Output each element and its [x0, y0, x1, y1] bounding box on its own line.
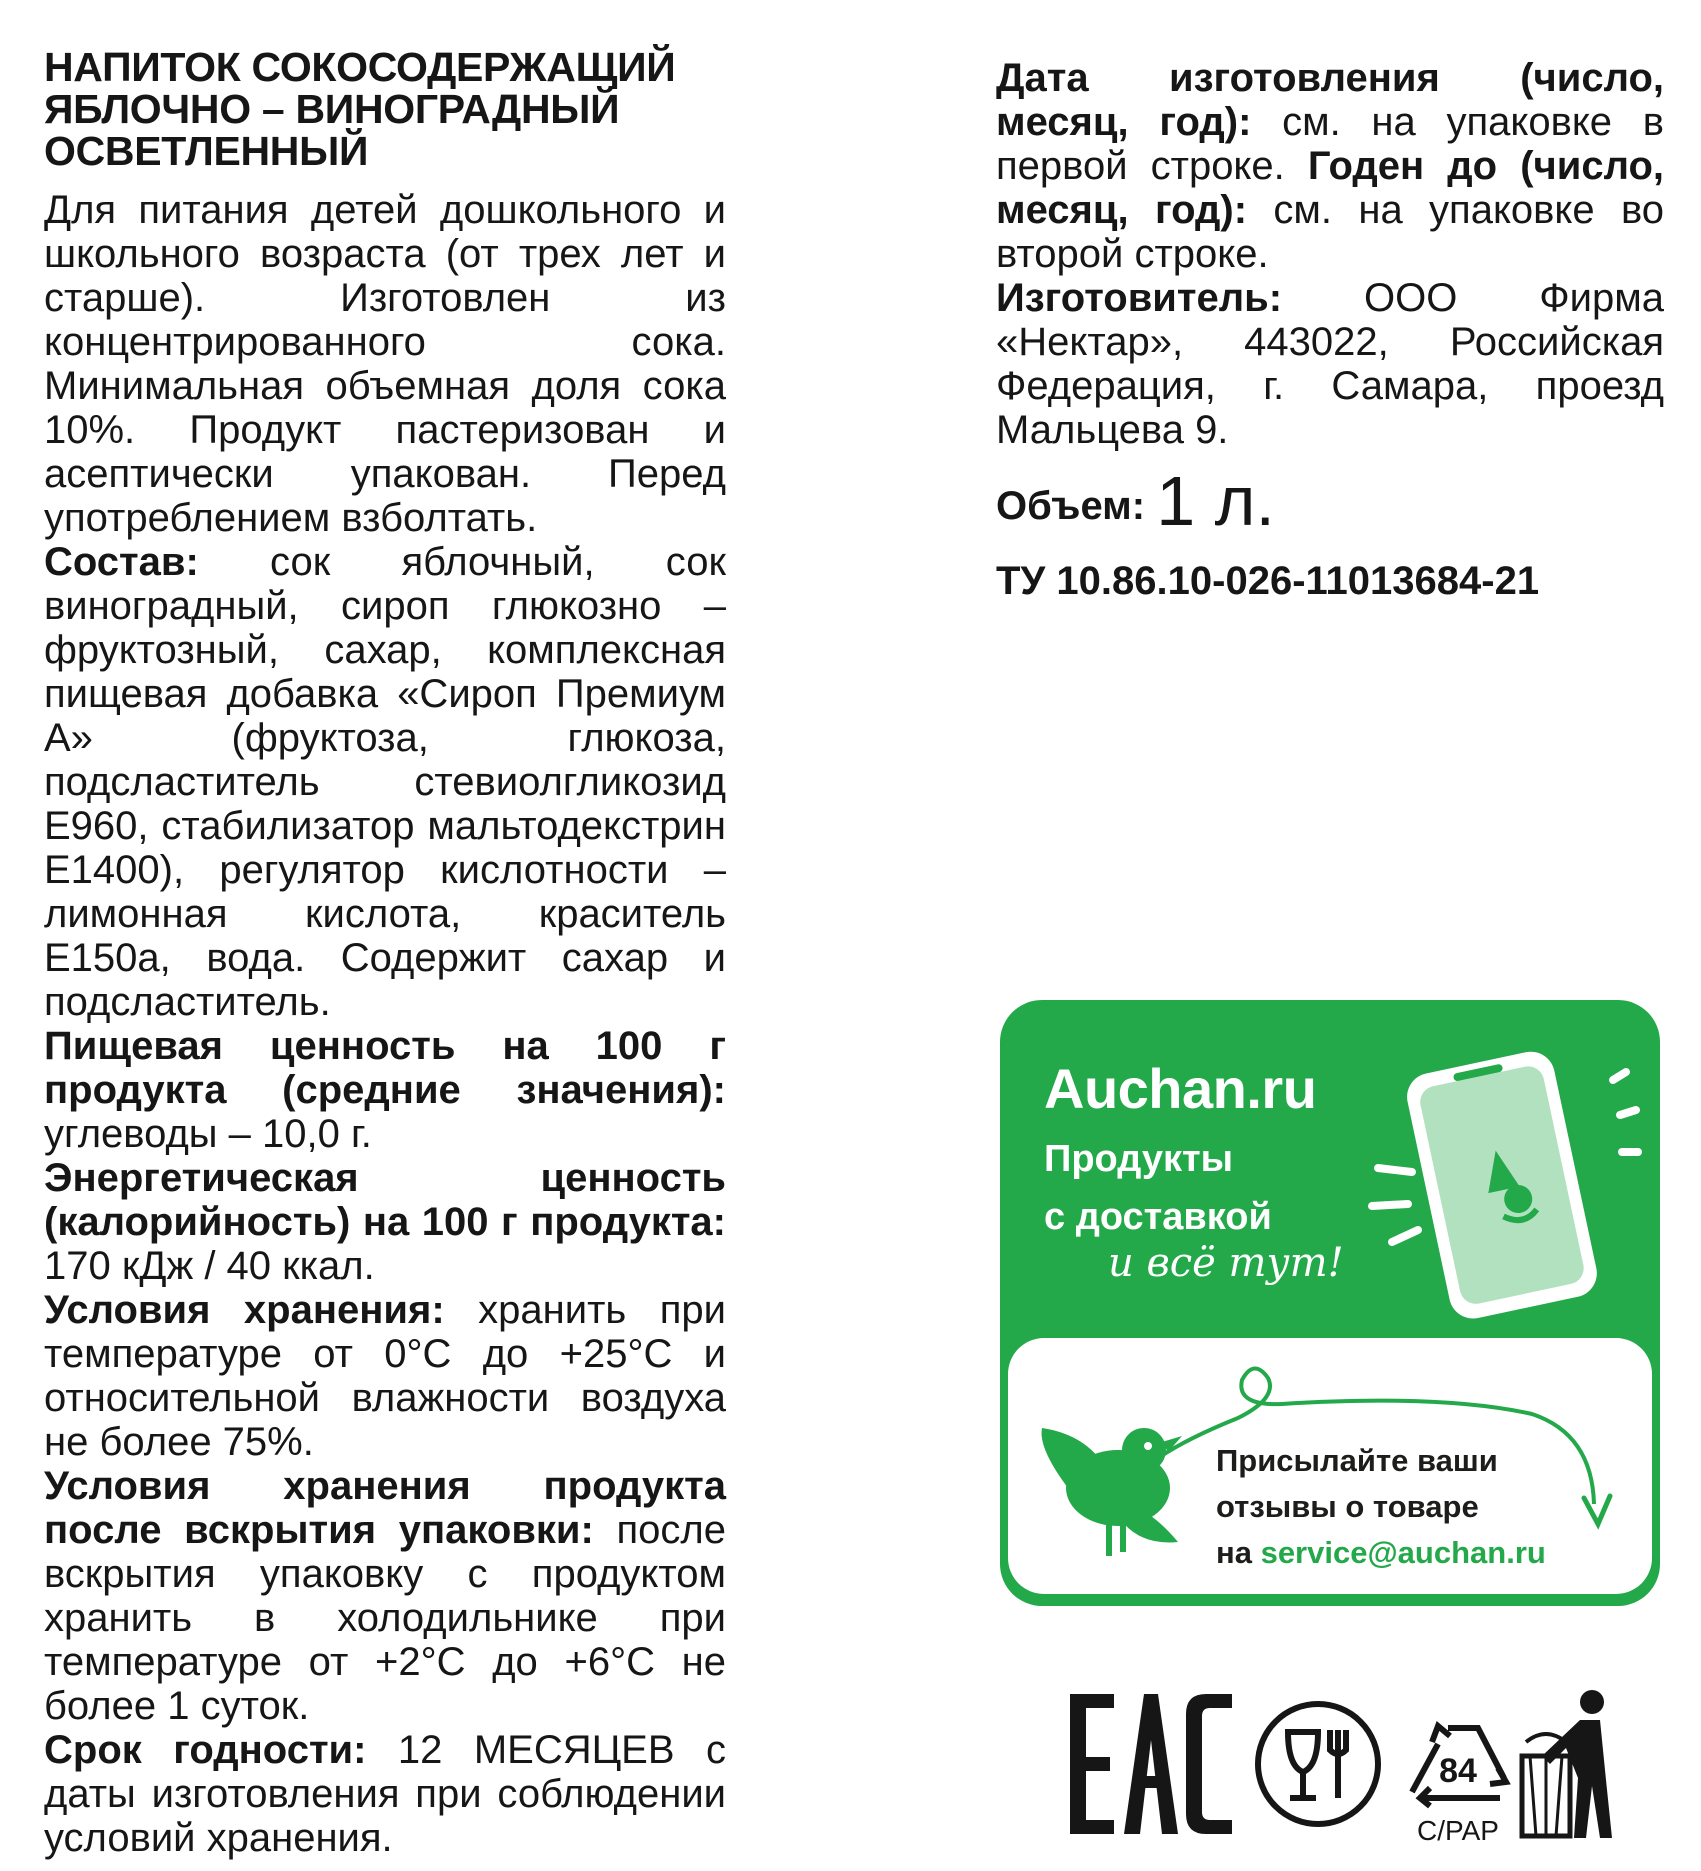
promo-slogan: и всё тут!: [1108, 1240, 1344, 1286]
eac-mark-icon: [1070, 1694, 1232, 1834]
best-before-text: см. на упаковке во второй строке.: [996, 188, 1665, 276]
feedback-line-2: отзывы о товаре: [1216, 1489, 1479, 1524]
auchan-promo-card: [1000, 1000, 1660, 1606]
title-line-3: ОСВЕТЛЕННЫЙ: [44, 128, 369, 174]
manufacturer: [996, 276, 1664, 452]
composition: [44, 540, 726, 1024]
promo-line-1: Продукты: [1044, 1138, 1234, 1180]
promo-brand: Auchan.ru: [1044, 1057, 1317, 1120]
product-description-column: [44, 46, 726, 1860]
maker-text: ООО Фирма «Нектар», 443022, Российская Федерация, г. Самара, проезд Мальцева 9.: [996, 276, 1664, 452]
composition-label: Состав:: [44, 540, 199, 584]
after-open-text: после вскрытия упаковку с продуктом хранить в холодильнике при температуре от +2°С до +6°С не более 1 суток.: [44, 1508, 726, 1728]
best-before-label: Годен до (число, месяц, год):: [996, 144, 1665, 232]
feedback-line-1: Присылайте ваши: [1216, 1443, 1498, 1478]
nutrition-label: Пищевая ценность на 100 г продукта (средние значения):: [44, 1024, 726, 1112]
mfg-date-text: см. на упаковке в первой строке.: [996, 100, 1665, 188]
feedback-line-3: [1216, 1530, 1546, 1576]
product-title: [44, 46, 726, 172]
volume-value: 1 л.: [1156, 462, 1275, 540]
composition-text: сок яблочный, сок виноградный, сироп глюкозно – фруктозный, сахар, комплексная пищевая добавка «Сироп Премиум А» (фруктоза, глюкоза, подсластитель стевиолгликозид Е960, стабилизатор мальтодекстрин Е1400), регулятор кислотности – лимонная кислота, краситель Е150а, вода. Содержит сахар и подсластитель.: [44, 540, 726, 1024]
after-open-storage: [44, 1464, 726, 1728]
recycling-material-text: C/PAP: [1417, 1815, 1499, 1846]
shelf-life: [44, 1728, 726, 1860]
storage-label: Условия хранения:: [44, 1288, 445, 1332]
shelf-label: Срок годности:: [44, 1728, 367, 1772]
tu-code: ТУ 10.86.10-026-11013684-21: [996, 559, 1540, 603]
nutrition: [44, 1024, 726, 1156]
feedback-prefix: на: [1216, 1535, 1261, 1570]
feedback-panel: [1008, 1338, 1652, 1594]
smartphone-icon: [1358, 1020, 1648, 1340]
food-contact-icon: [1258, 1704, 1378, 1824]
volume: [996, 462, 1664, 541]
after-open-label: Условия хранения продукта после вскрытия упаковки:: [44, 1464, 726, 1552]
energy-label: Энергетическая ценность (калорийность) на 100 г продукта:: [44, 1156, 726, 1244]
energy: [44, 1156, 726, 1288]
shelf-text: 12 МЕСЯЦЕВ с даты изготовления при соблюдении условий хранения.: [44, 1728, 726, 1860]
title-line-1: НАПИТОК СОКОСОДЕРЖАЩИЙ: [44, 44, 676, 90]
recycling-code-text: 84: [1439, 1752, 1477, 1790]
promo-text-block: [1044, 1058, 1316, 1246]
promo-line-2: с доставкой: [1044, 1196, 1272, 1238]
title-line-2: ЯБЛОЧНО – ВИНОГРАДНЫЙ: [44, 86, 620, 132]
energy-text: 170 кДж / 40 ккал.: [44, 1244, 375, 1288]
nutrition-text: углеводы – 10,0 г.: [44, 1112, 372, 1156]
volume-label: Объем:: [996, 484, 1146, 528]
intro-text: Для питания детей дошкольного и школьного возраста (от трех лет и старше). Изготовлен из концентрированного сока. Минимальная объемная доля сока 10%. Продукт пастеризован и асептически упакован. Перед употреблением взболтать.: [44, 188, 726, 540]
dispose-in-bin-icon: [1522, 1690, 1612, 1838]
feedback-email-link[interactable]: service@auchan.ru: [1260, 1535, 1546, 1570]
storage-text: хранить при температуре от 0°С до +25°С и относительной влажности воздуха не более 75%.: [44, 1288, 726, 1464]
maker-label: Изготовитель:: [996, 276, 1283, 320]
dates-info: [996, 56, 1664, 276]
manufacturer-info-column: [996, 56, 1664, 603]
storage: [44, 1288, 726, 1464]
mfg-date-label: Дата изготовления (число, месяц, год):: [996, 56, 1664, 144]
compliance-marks: [1060, 1680, 1620, 1850]
feedback-text: [1216, 1438, 1546, 1576]
